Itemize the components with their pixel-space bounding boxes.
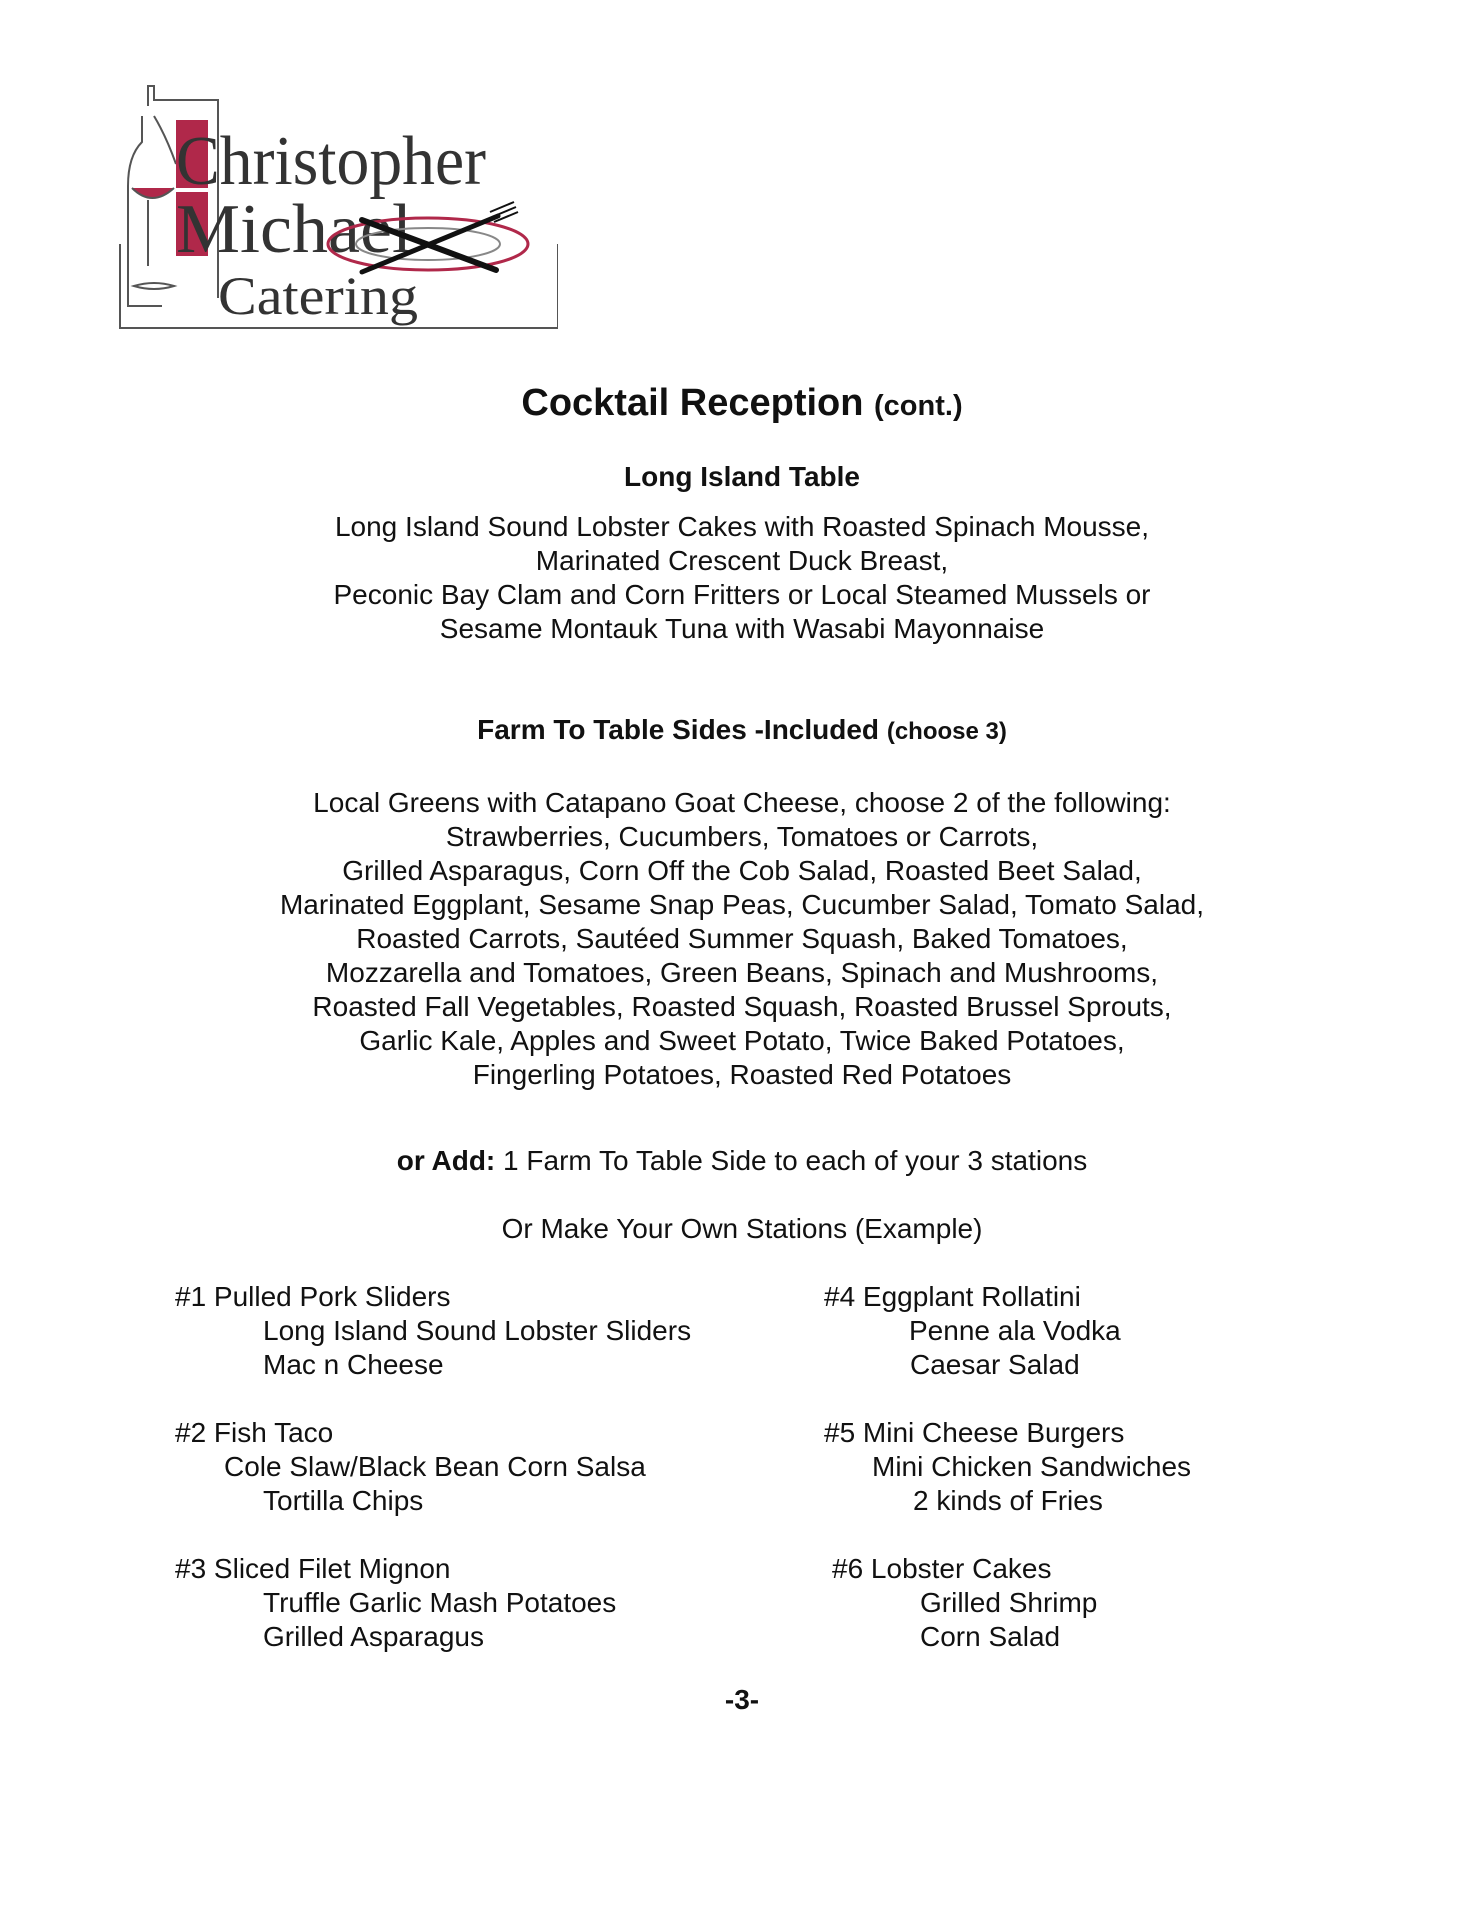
sides-line: Grilled Asparagus, Corn Off the Cob Salad, Roasted Beet Salad, bbox=[342, 855, 1142, 886]
station-title: #6 Lobster Cakes bbox=[832, 1553, 1052, 1584]
station-item: Tortilla Chips bbox=[263, 1485, 424, 1516]
station-title: #4 Eggplant Rollatini bbox=[824, 1281, 1081, 1312]
sides-line: Roasted Fall Vegetables, Roasted Squash, Roasted Brussel Sprouts, bbox=[312, 991, 1172, 1022]
sides-heading-text: Farm To Table Sides -Included bbox=[477, 714, 880, 745]
sides-items bbox=[0, 786, 1484, 1092]
wine-bottle-icon bbox=[128, 116, 162, 306]
long-island-line: Peconic Bay Clam and Corn Fritters or Local Steamed Mussels or bbox=[333, 579, 1151, 610]
station-item: Grilled Shrimp bbox=[920, 1587, 1098, 1618]
long-island-section bbox=[0, 460, 1484, 494]
add-line-text: 1 Farm To Table Side to each of your 3 stations bbox=[503, 1145, 1088, 1176]
station-item: Grilled Asparagus bbox=[263, 1621, 485, 1652]
title-suffix: (cont.) bbox=[874, 390, 963, 422]
page-number: -3- bbox=[724, 1684, 760, 1715]
station-title: #1 Pulled Pork Sliders bbox=[175, 1281, 451, 1312]
station-1 bbox=[175, 1280, 691, 1382]
long-island-items bbox=[0, 510, 1484, 646]
sides-line: Strawberries, Cucumbers, Tomatoes or Carrots, bbox=[445, 821, 1039, 852]
sides-heading-suffix: (choose 3) bbox=[886, 718, 1007, 745]
sides-line: Fingerling Potatoes, Roasted Red Potatoes bbox=[472, 1059, 1012, 1090]
sides-line: Roasted Carrots, Sautéed Summer Squash, Baked Tomatoes, bbox=[356, 923, 1128, 954]
logo-line3: Catering bbox=[218, 266, 418, 326]
sides-line: Garlic Kale, Apples and Sweet Potato, Twice Baked Potatoes, bbox=[359, 1025, 1125, 1056]
station-item: 2 kinds of Fries bbox=[913, 1485, 1103, 1516]
station-2 bbox=[175, 1416, 646, 1518]
own-stations-text: Or Make Your Own Stations (Example) bbox=[501, 1213, 983, 1244]
station-item: Corn Salad bbox=[920, 1621, 1061, 1652]
long-island-heading: Long Island Table bbox=[624, 461, 860, 492]
sides-line: Marinated Eggplant, Sesame Snap Peas, Cucumber Salad, Tomato Salad, bbox=[279, 889, 1205, 920]
own-stations-line bbox=[0, 1212, 1484, 1246]
title-main: Cocktail Reception bbox=[521, 382, 864, 424]
station-item: Penne ala Vodka bbox=[909, 1315, 1121, 1346]
station-title: #2 Fish Taco bbox=[175, 1417, 334, 1448]
station-title: #3 Sliced Filet Mignon bbox=[175, 1553, 451, 1584]
logo-graphic bbox=[118, 76, 558, 332]
station-item: Truffle Garlic Mash Potatoes bbox=[263, 1587, 617, 1618]
logo-line1: Christopher bbox=[176, 123, 486, 200]
station-item: Mini Chicken Sandwiches bbox=[872, 1451, 1192, 1482]
station-5 bbox=[824, 1416, 1191, 1518]
station-item: Cole Slaw/Black Bean Corn Salsa bbox=[224, 1451, 646, 1482]
logo-line2: Michael bbox=[176, 191, 412, 268]
station-item: Caesar Salad bbox=[910, 1349, 1080, 1380]
station-3 bbox=[175, 1552, 616, 1654]
station-title: #5 Mini Cheese Burgers bbox=[824, 1417, 1125, 1448]
add-line bbox=[0, 1144, 1484, 1178]
long-island-line: Long Island Sound Lobster Cakes with Roasted Spinach Mousse, bbox=[334, 511, 1150, 542]
sides-line: Local Greens with Catapano Goat Cheese, choose 2 of the following: bbox=[313, 787, 1171, 818]
sides-heading bbox=[0, 713, 1484, 749]
company-logo bbox=[118, 76, 558, 332]
station-item: Long Island Sound Lobster Sliders bbox=[263, 1315, 692, 1346]
long-island-line: Sesame Montauk Tuna with Wasabi Mayonnaise bbox=[439, 613, 1045, 644]
sides-line: Mozzarella and Tomatoes, Green Beans, Spinach and Mushrooms, bbox=[325, 957, 1159, 988]
station-6 bbox=[832, 1552, 1097, 1654]
add-line-bold: or Add: bbox=[396, 1145, 496, 1176]
long-island-line: Marinated Crescent Duck Breast, bbox=[535, 545, 949, 576]
page-title bbox=[0, 382, 1484, 425]
station-4 bbox=[824, 1280, 1121, 1382]
station-item: Mac n Cheese bbox=[263, 1349, 444, 1380]
wine-glass-icon bbox=[132, 188, 174, 198]
sides-section bbox=[0, 713, 1484, 749]
